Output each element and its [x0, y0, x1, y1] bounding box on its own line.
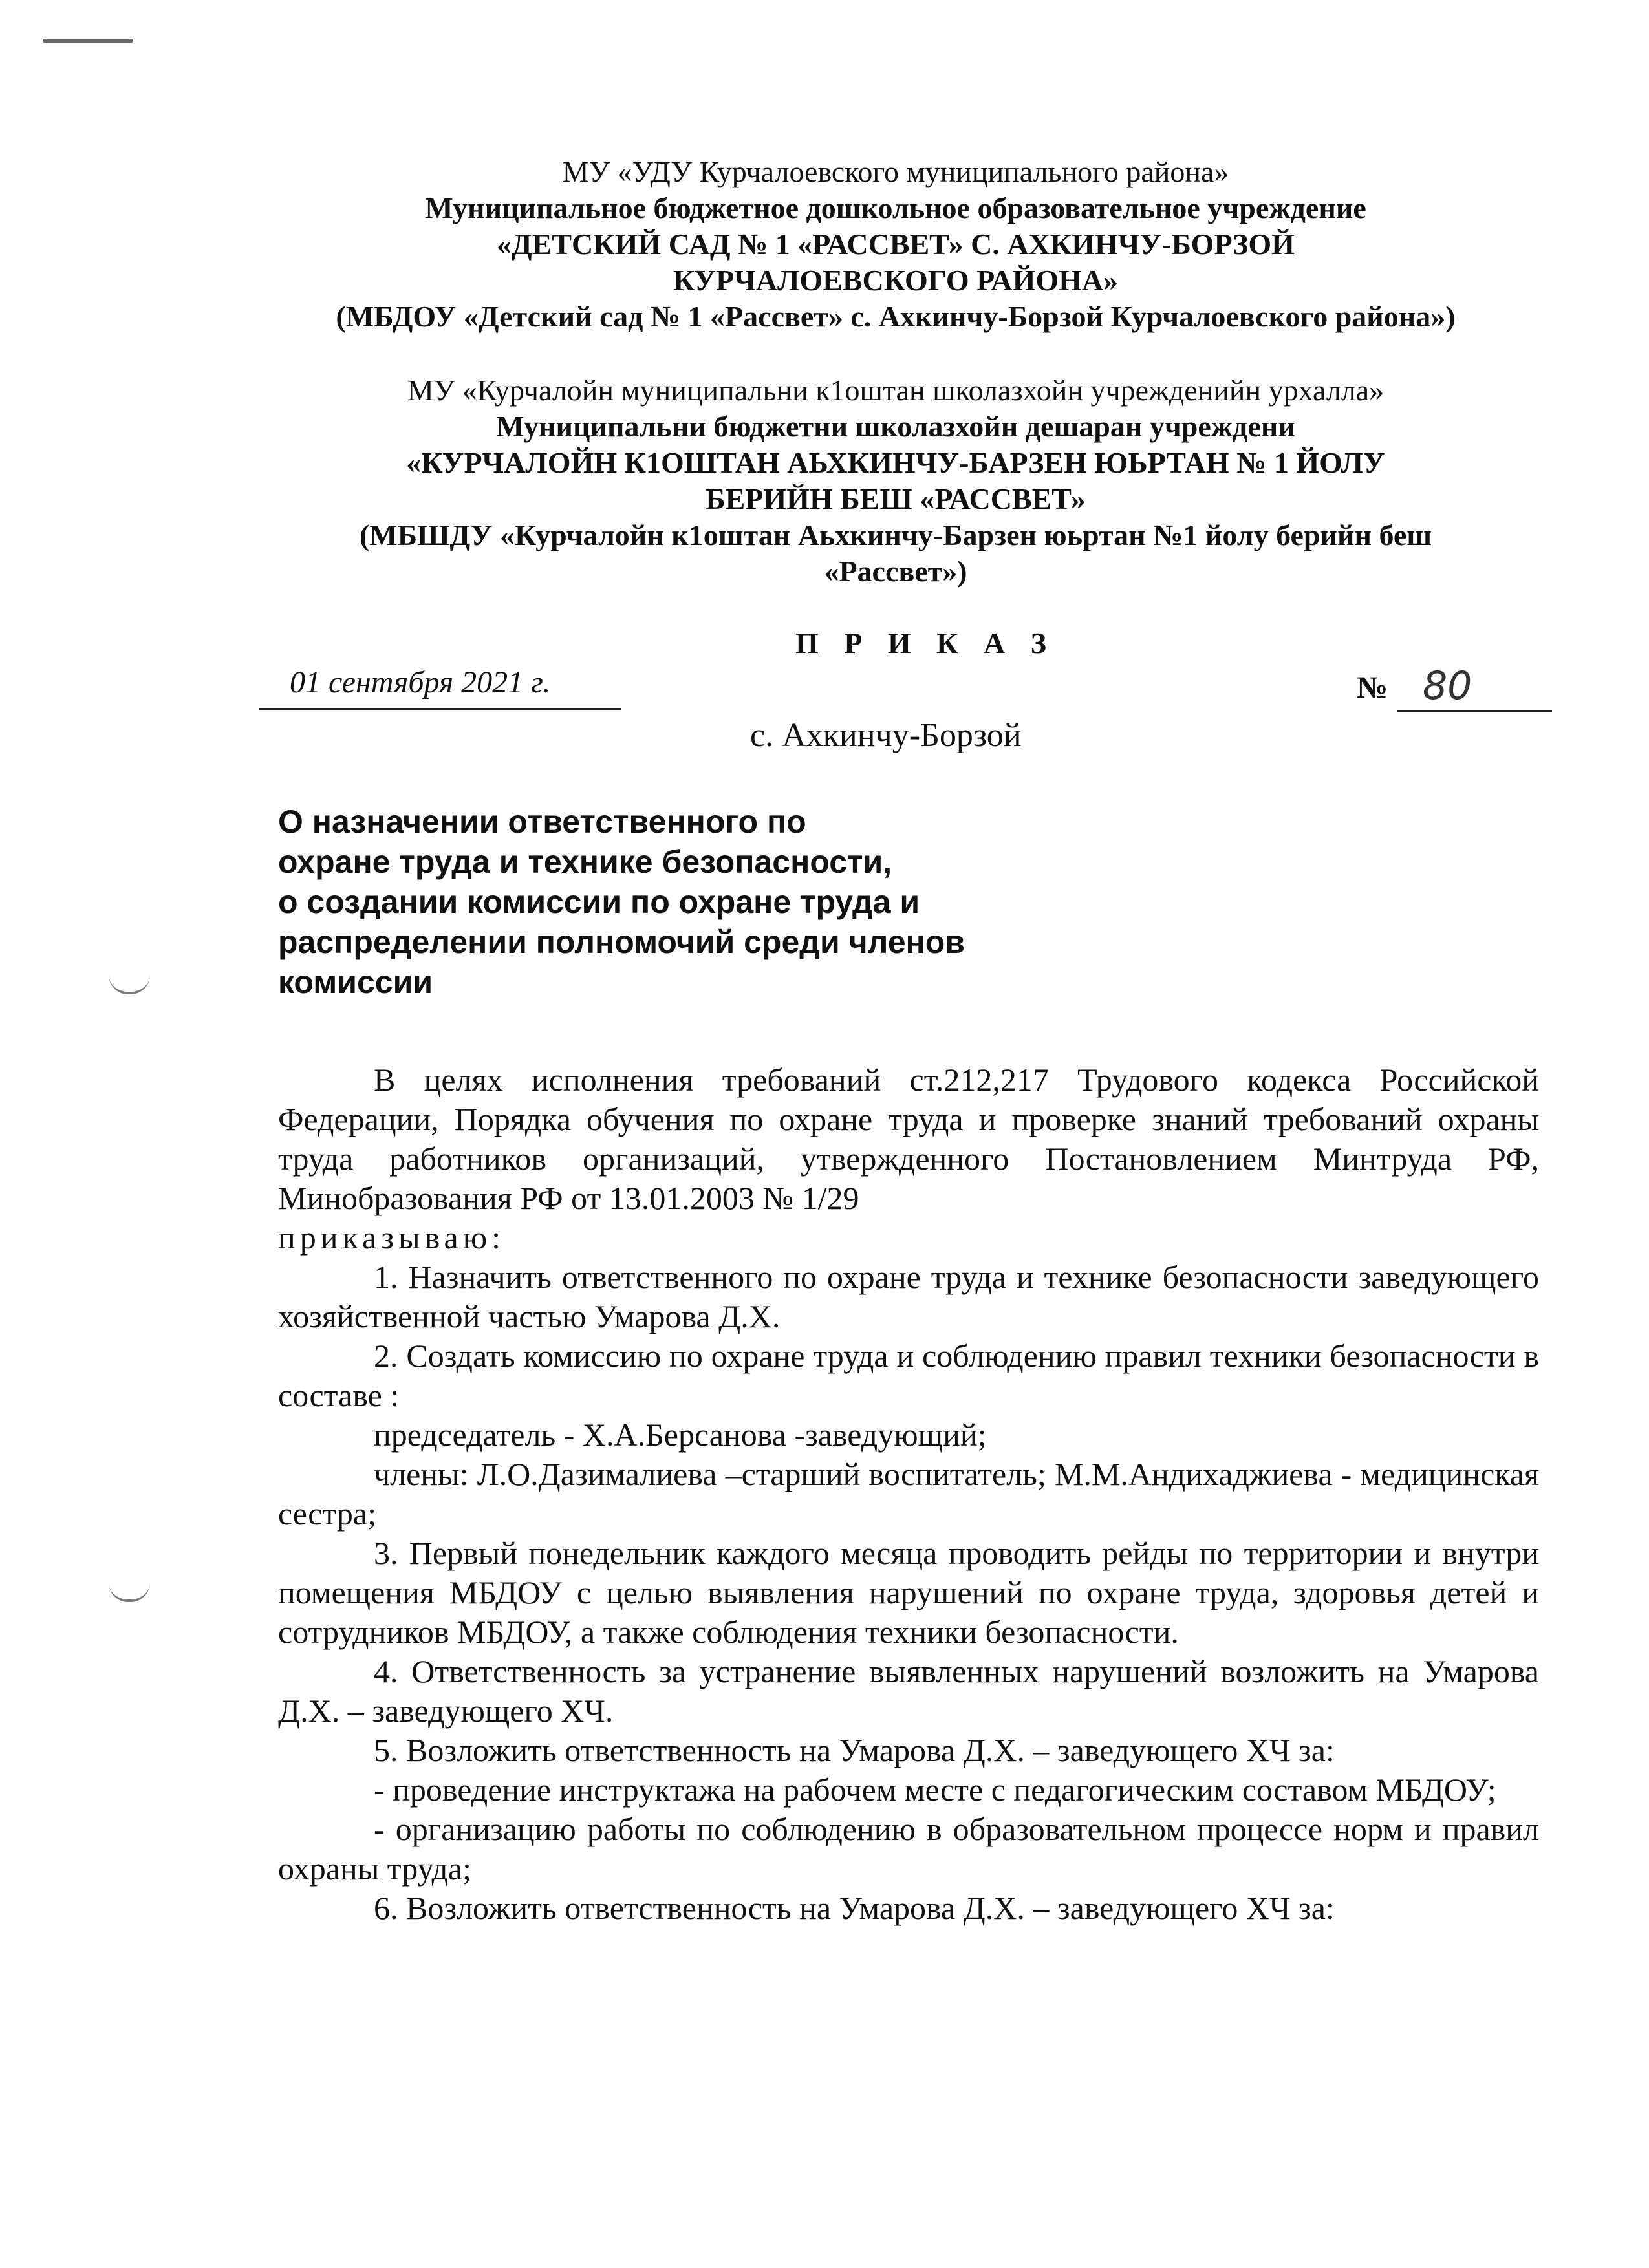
order-body	[278, 1060, 1539, 1928]
order-title: П Р И К А З	[795, 626, 1056, 659]
header-line: (МБДОУ «Детский сад № 1 «Рассвет» с. Ахкинчу-Борзой Курчалоевского района»)	[336, 300, 1456, 333]
order-number-handwritten: 80	[1423, 663, 1472, 709]
subject-line: о создании комиссии по охране труда и	[278, 884, 920, 920]
subject-line: распределении полномочий среди членов	[278, 924, 965, 960]
header-line: БЕРИЙН БЕШ «РАССВЕТ»	[706, 482, 1086, 515]
header-russian	[246, 154, 1546, 335]
header-line: МУ «Курчалойн муниципальни к1оштан школазхойн учрежденийн урхалла»	[407, 374, 1385, 407]
order-number-label: №	[1357, 670, 1388, 705]
paragraph-preamble: В целях исполнения требований ст.212,217 Трудового кодекса Российской Федерации, Порядка обучения по охране труда и проверке знаний требований охраны труда работников организаций, утвержденного Постановлением Минтруда РФ, Минобразования РФ от 13.01.2003 № 1/29	[278, 1062, 1539, 1216]
header-line: (МБШДУ «Курчалойн к1оштан Аьхкинчу-Барзен юьртан №1 йолу берийн беш	[359, 519, 1432, 551]
paragraph-item-5-a: - проведение инструктажа на рабочем месте с педагогическим составом МБДОУ;	[374, 1771, 1496, 1808]
paragraph-item-4: 4. Ответственность за устранение выявленных нарушений возложить на Умарова Д.Х. – заведующего ХЧ.	[278, 1653, 1539, 1729]
header-line: МУ «УДУ Курчалоевского муниципального района»	[562, 155, 1229, 188]
header-line: Муниципальное бюджетное дошкольное образовательное учреждение	[425, 191, 1366, 224]
header-line: «КУРЧАЛОЙН К1ОШТАН АЬХКИНЧУ-БАРЗЕН ЮЬРТАН № 1 ЙОЛУ	[406, 446, 1385, 479]
subject-line: О назначении ответственного по	[278, 804, 806, 840]
order-number-line	[1397, 710, 1552, 712]
punch-hole-mark	[109, 975, 150, 994]
subject-line: охране труда и технике безопасности,	[278, 844, 892, 880]
paragraph-item-3: 3. Первый понедельник каждого месяца проводить рейды по территории и внутри помещения МБДОУ с целью выявления нарушений по охране труда, здоровья детей и сотрудников МБДОУ, а также соблюдения техники безопасности.	[278, 1535, 1539, 1650]
paragraph-item-6: 6. Возложить ответственность на Умарова Д.Х. – заведующего ХЧ за:	[374, 1890, 1335, 1926]
paragraph-item-1: 1. Назначить ответственного по охране труда и технике безопасности заведующего хозяйственной частью Умарова Д.Х.	[278, 1259, 1539, 1334]
scan-mark	[43, 39, 133, 43]
header-chechen	[246, 372, 1546, 590]
order-place: с. Ахкинчу-Борзой	[750, 717, 1022, 754]
order-subject	[278, 802, 965, 1002]
header-line: «Рассвет»)	[824, 555, 967, 588]
paragraph-chair: председатель - Х.А.Берсанова -заведующий;	[374, 1417, 987, 1453]
paragraph-item-5-b: - организацию работы по соблюдению в образовательном процессе норм и правил охраны труда;	[278, 1811, 1539, 1887]
header-line: «ДЕТСКИЙ САД № 1 «РАССВЕТ» С. АХКИНЧУ-БОРЗОЙ	[497, 228, 1295, 261]
subject-line: комиссии	[278, 964, 433, 1000]
paragraph-item-2: 2. Создать комиссию по охране труда и соблюдению правил техники безопасности в составе :	[278, 1338, 1539, 1413]
paragraph-order-word: приказываю:	[278, 1219, 505, 1256]
header-line: Муниципальни бюджетни школазхойн дешаран учреждени	[496, 410, 1295, 443]
order-date: 01 сентября 2021 г.	[259, 665, 621, 710]
paragraph-members: члены: Л.О.Дазималиева –старший воспитатель; М.М.Андихаджиева - медицинская сестра;	[278, 1456, 1539, 1532]
paragraph-item-5: 5. Возложить ответственность на Умарова Д.Х. – заведующего ХЧ за:	[374, 1732, 1335, 1768]
header-line: КУРЧАЛОЕВСКОГО РАЙОНА»	[673, 264, 1119, 297]
punch-hole-mark	[109, 1583, 150, 1602]
